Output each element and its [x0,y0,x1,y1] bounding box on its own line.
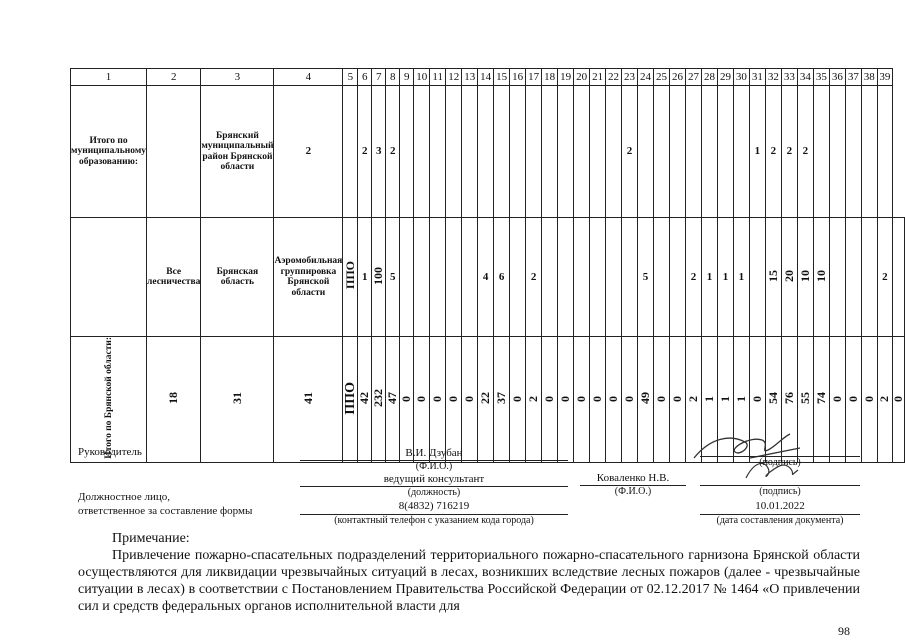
cell-value: 47 [385,391,400,404]
table-cell [606,337,622,463]
table-cell [478,218,494,337]
column-number: 5 [343,69,358,86]
table-cell [274,86,343,218]
table-cell [574,218,590,337]
phone-caption: (контактный телефон с указанием кода города) [334,515,534,526]
table-cell [797,218,813,337]
table-cell [845,218,861,337]
table-cell [478,86,494,218]
table-cell [717,86,733,218]
phone-value: 8(4832) 716219 [398,500,470,512]
table-cell [606,86,622,218]
unit-type-cell [343,337,358,463]
table-cell [542,86,558,218]
table-cell [430,337,446,463]
table-cell [701,86,717,218]
total-label-cell [71,337,147,463]
note-text: Привлечение пожарно-спасательных подразделений территориального пожарно-спасательного гарнизона Брянской области осуществляются для ликвидации чрезвычайных ситуаций в лесах, возникших вследствие лесных пожаров (далее - чрезвычайные ситуации в лесах) в соответствии с Постановлением Правительства Российской Федерации от 02.12.2017 № 1464 «О привлечении сил и средств федеральных органов исполнительной власти для [78,548,860,614]
column-number: 10 [414,69,430,86]
column-number: 8 [386,69,400,86]
cell-value: 2 [770,145,777,157]
table-cell [147,86,201,218]
row-label-text: Итого по муниципальному образованию: [71,135,147,167]
table-cell [494,218,510,337]
column-number: 3 [201,69,274,86]
column-number: 38 [861,69,877,86]
date-value: 10.01.2022 [755,500,805,512]
table-cell [446,86,462,218]
column-number: 29 [717,69,733,86]
table-cell [670,86,686,218]
column-number: 15 [494,69,510,86]
column-number: 26 [670,69,686,86]
cell-value: 2 [390,145,396,157]
column-number-row [71,69,905,86]
table-cell [274,337,343,463]
table-cell [494,337,510,463]
cell-value: 49 [638,391,653,404]
table-cell [622,337,638,463]
table-cell [701,218,717,337]
column-number: 16 [510,69,526,86]
column-number: 20 [574,69,590,86]
head-fio-caption: (Ф.И.О.) [415,461,453,472]
column-number: 1 [71,69,147,86]
column-number: 11 [430,69,446,86]
position-value: ведущий консультант [383,473,485,485]
table-cell [638,86,654,218]
responsible-label-1: Должностное лицо, [78,491,170,503]
cell-value: 1 [717,395,732,402]
table-cell [829,218,845,337]
column-number: 13 [462,69,478,86]
table-cell [622,218,638,337]
cell-value: 31 [229,391,244,404]
table-cell [797,86,813,218]
head-label: Руководитель [78,446,142,458]
cell-value: 232 [371,388,386,407]
cell-value: 2 [626,145,633,157]
cell-value: 0 [542,395,557,402]
table-cell [558,337,574,463]
cell-value: 42 [357,391,372,404]
cell-value: 1 [754,145,761,157]
column-number: 37 [845,69,861,86]
cell-value: 1 [733,395,748,402]
table-cell [430,218,446,337]
table-cell [400,218,414,337]
cell-value: 1 [722,270,729,283]
forestry-cell [147,218,201,337]
table-cell [861,86,877,218]
cell-value: 2 [690,270,697,283]
cell-value: 15 [765,269,780,282]
cell-value: 2 [802,145,809,157]
table-cell [606,218,622,337]
table-cell [526,86,542,218]
table-cell [638,337,654,463]
table-cell [813,218,829,337]
table-cell [71,218,147,337]
table-cell [590,86,606,218]
column-number: 6 [358,69,372,86]
responsible-name: Коваленко Н.В. [596,472,670,484]
head-signature-caption: (подпись) [759,457,801,468]
table-cell [446,337,462,463]
table-cell [893,218,905,337]
cell-value: 2 [362,145,368,157]
cell-value: 0 [654,395,668,402]
table-cell [386,218,400,337]
table-row [71,218,905,337]
table-cell [358,218,372,337]
column-number: 23 [622,69,638,86]
cell-value: 0 [414,395,429,402]
cell-value: 100 [371,266,386,285]
cell-value: 0 [590,395,605,402]
table-cell [358,337,372,463]
table-cell [670,337,686,463]
table-cell [670,218,686,337]
group-cell [274,218,343,337]
column-number: 36 [829,69,845,86]
cell-value: 6 [498,270,505,283]
table-row [71,86,905,218]
table-cell [590,218,606,337]
cell-value: 0 [606,395,621,402]
table-cell [893,337,905,463]
cell-value: 76 [781,391,796,404]
unit-type-text: ППО [342,261,357,290]
forestry-text: Все лесничества [147,266,201,287]
table-cell [733,86,749,218]
table-cell [765,86,781,218]
table-cell [201,337,274,463]
table-cell [478,337,494,463]
cell-value: 74 [813,391,828,404]
column-number: 35 [813,69,829,86]
table-cell [845,86,861,218]
table-cell [845,337,861,463]
column-number: 32 [765,69,781,86]
region-text: Брянская область [216,266,259,287]
table-cell [372,337,386,463]
cell-value: 0 [558,395,573,402]
cell-value: 0 [399,395,414,402]
cell-value: 10 [797,269,812,282]
cell-value: 54 [765,391,780,404]
table-cell [462,337,478,463]
cell-value: 1 [701,395,716,402]
responsible-label-2: ответственное за составление формы [78,505,253,517]
column-number: 14 [478,69,494,86]
table-cell [861,337,877,463]
responsible-signature-caption: (подпись) [759,486,801,497]
table-cell [574,86,590,218]
cell-value: 1 [362,270,368,283]
table-cell [654,337,670,463]
table-cell [861,218,877,337]
cell-value: 2 [530,270,537,283]
column-number: 7 [372,69,386,86]
table-cell [781,218,797,337]
column-number: 28 [701,69,717,86]
column-number: 2 [147,69,201,86]
cell-value: 5 [642,270,649,283]
column-number: 24 [638,69,654,86]
table-cell [526,218,542,337]
cell-value: 2 [305,145,312,157]
responsible-fio-caption: (Ф.И.О.) [614,486,652,497]
table-cell [372,86,386,218]
table-cell [400,86,414,218]
table-cell [733,218,749,337]
cell-value: 55 [797,391,812,404]
table-cell [372,218,386,337]
table-cell [430,86,446,218]
table-cell [558,218,574,337]
total-label-text: Итого по Брянской области: [103,337,114,459]
table-cell [558,86,574,218]
cell-value: 0 [845,395,860,402]
cell-value: 37 [494,391,509,404]
cell-value: 4 [482,270,489,283]
table-cell [813,337,829,463]
table-cell [654,86,670,218]
table-cell [622,86,638,218]
table-cell [813,86,829,218]
table-cell [542,337,558,463]
cell-value: 2 [526,395,541,402]
table-cell [386,86,400,218]
cell-value: 0 [829,395,844,402]
head-name: В.И. Дзубан [405,447,463,459]
table-cell [462,218,478,337]
table-cell [685,218,701,337]
cell-value: 18 [166,391,181,404]
column-number: 25 [654,69,670,86]
table-cell [510,337,526,463]
cell-value: 0 [462,395,477,402]
cell-value: 0 [510,395,525,402]
column-number: 21 [590,69,606,86]
table-cell [877,218,892,337]
note-heading: Примечание: [112,531,190,546]
table-cell [414,337,430,463]
cell-value: 22 [478,391,493,404]
table-cell [510,218,526,337]
cell-value: 2 [877,395,892,402]
table-cell [414,86,430,218]
table-cell [749,218,765,337]
cell-value: 0 [861,395,876,402]
table-cell [542,218,558,337]
responsible-signature-image [740,456,810,486]
column-number: 12 [446,69,462,86]
table-cell [654,218,670,337]
cell-value: 1 [738,270,745,283]
cell-value: 0 [749,395,764,402]
cell-value: 0 [669,395,684,402]
row-label [71,86,147,218]
table-cell [462,86,478,218]
table-cell [494,86,510,218]
cell-value: 1 [706,270,713,283]
column-number: 9 [400,69,414,86]
table-cell [414,218,430,337]
region-cell [201,218,274,337]
table-cell [147,337,201,463]
date-caption: (дата составления документа) [716,515,844,526]
column-number: 18 [542,69,558,86]
unit-type-cell [343,218,358,337]
cell-value: 2 [786,145,793,157]
column-number: 4 [274,69,343,86]
cell-value: 41 [300,391,315,404]
column-number: 34 [797,69,813,86]
cell-value: 3 [376,145,382,157]
table-cell [446,218,462,337]
cell-value: 5 [390,270,396,283]
table-cell [829,86,845,218]
unit-type-text: ППО [342,381,358,415]
district-name: Брянский муниципальный район Брянской области [201,130,274,172]
table-cell [685,86,701,218]
table-cell [526,337,542,463]
table-cell [638,218,654,337]
cell-value: 2 [882,270,888,283]
column-number: 30 [733,69,749,86]
table-cell [400,337,414,463]
column-number: 27 [685,69,701,86]
table-cell [590,337,606,463]
table-cell [343,86,358,218]
cell-value: 0 [891,395,905,402]
column-number: 22 [606,69,622,86]
cell-value: 0 [430,395,445,402]
cell-value: 0 [446,395,461,402]
table-cell [781,86,797,218]
table-cell [765,218,781,337]
district-cell [201,86,274,218]
cell-value: 10 [813,269,828,282]
report-table-container [70,68,905,463]
column-number: 19 [558,69,574,86]
table-cell [358,86,372,218]
table-cell [574,337,590,463]
column-number: 31 [749,69,765,86]
table-cell [386,337,400,463]
page-number: 98 [838,624,850,638]
table-cell [717,218,733,337]
fire-forces-table [70,68,905,463]
position-caption: (должность) [407,487,461,498]
column-number: 33 [781,69,797,86]
cell-value: 0 [574,395,589,402]
group-text: Аэромобильная группировка Брянской области [274,256,343,298]
table-cell [749,86,765,218]
column-number: 17 [526,69,542,86]
table-cell [829,337,845,463]
column-number: 39 [877,69,892,86]
cell-value: 0 [622,395,637,402]
cell-value: 20 [781,269,796,282]
table-cell [510,86,526,218]
table-cell [877,86,892,218]
cell-value: 2 [685,395,700,402]
